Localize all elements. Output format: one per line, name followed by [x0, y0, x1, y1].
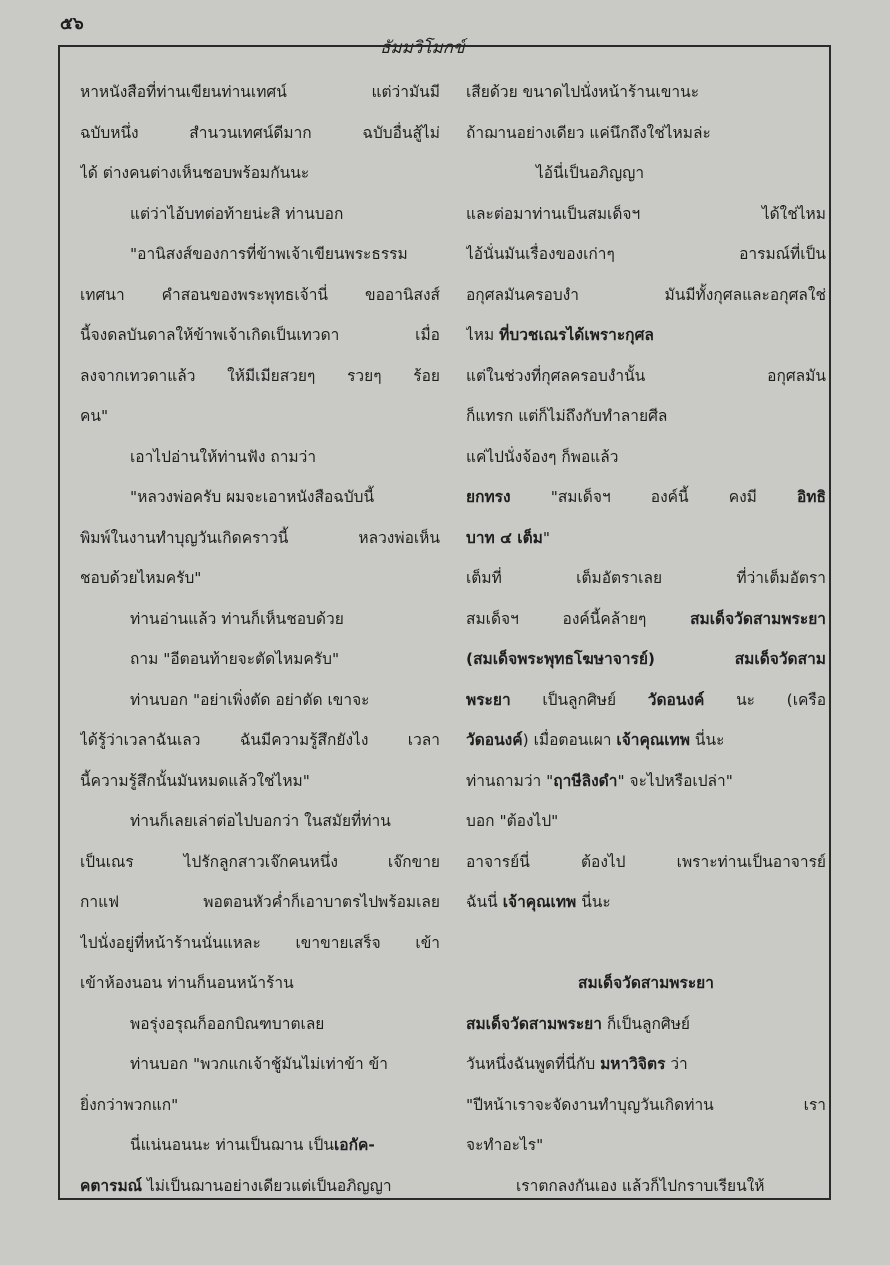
line-text: และต่อมาท่านเป็นสมเด็จฯ ได้ใช่ไหม: [466, 204, 826, 223]
bold-text: คตารมณ์: [80, 1176, 143, 1195]
text-line: [80, 194, 440, 235]
text-line: [80, 275, 440, 316]
line-text: " จะไปหรือเปล่า": [617, 771, 733, 790]
text-line: [466, 923, 826, 964]
line-text: ถาม "อีตอนท้ายจะตัดไหมครับ": [130, 650, 340, 668]
line-text: "หลวงพ่อครับ ผมจะเอาหนังสือฉบับนี้: [130, 488, 375, 506]
bold-text: ฤาษีลิงดำ: [553, 771, 618, 790]
line-text: วันหนึ่งฉันพูดที่นี่กับ: [466, 1055, 601, 1073]
line-text: อกุศลมันครอบงำ มันมีทั้งกุศลและอกุศลใช่: [466, 285, 826, 304]
text-line: [466, 639, 826, 680]
text-line: [80, 315, 440, 356]
line-text: เต็มที่ เต็มอัตราเลย ที่ว่าเต็มอัตรา: [466, 569, 826, 587]
line-text: ท่านก็เลยเล่าต่อไปบอกว่า ในสมัยที่ท่าน: [130, 812, 391, 830]
line-text: ": [542, 528, 551, 547]
text-line: [466, 194, 826, 235]
line-text: เสียด้วย ขนาดไปนั่งหน้าร้านเขานะ: [466, 83, 700, 101]
bold-text: สมเด็จวัดสามพระยา: [466, 1014, 602, 1033]
text-line: [80, 680, 440, 721]
line-text: นี่นะ: [689, 731, 725, 749]
text-line: [80, 437, 440, 478]
text-line: [466, 558, 826, 599]
text-line: [80, 153, 440, 194]
line-text: ไอ้นี่เป็นอภิญญา: [536, 164, 645, 182]
text-line: [80, 356, 440, 397]
text-line: [466, 680, 826, 721]
line-text: ยิ่งกว่าพวกแก": [80, 1095, 179, 1114]
bold-text: วัดอนงค์: [466, 731, 523, 749]
text-line: [80, 1044, 440, 1085]
text-line: [466, 882, 826, 923]
text-line: [80, 599, 440, 640]
line-text: พิมพ์ในงานทำบุญวันเกิดคราวนี้ หลวงพ่อเห็น: [80, 528, 440, 547]
line-text: แต่ในช่วงที่กุศลครอบงำนั้น อกุศลมัน: [466, 366, 826, 385]
line-text: "สมเด็จฯ องค์นี้ คงมี: [510, 488, 797, 506]
text-line: [80, 963, 440, 1004]
text-line: [80, 639, 440, 680]
text-line: [80, 720, 440, 761]
page-number: ๕๖: [60, 14, 84, 34]
line-text: พอรุ่งอรุณก็ออกบิณฑบาตเลย: [130, 1014, 325, 1033]
text-line: [466, 1166, 826, 1207]
line-text: ได้รู้ว่าเวลาฉันเลว ฉันมีความรู้สึกยังไง เวลา: [80, 731, 440, 749]
line-text: เข้าห้องนอน ท่านก็นอนหน้าร้าน: [80, 974, 294, 992]
text-line: [80, 842, 440, 883]
bold-text: วัดอนงค์: [647, 690, 705, 709]
text-line: [466, 720, 826, 761]
line-text: นี่แน่นอนนะ ท่านเป็นฌาน เป็น: [130, 1136, 334, 1154]
text-line: [80, 113, 440, 154]
line-text: ท่านถามว่า ": [466, 771, 554, 790]
line-text: เราตกลงกันเอง แล้วก็ไปกราบเรียนให้: [516, 1176, 765, 1195]
line-text: ได้ ต่างคนต่างเห็นชอบพร้อมกันนะ: [80, 164, 310, 182]
text-line: [80, 234, 440, 275]
text-line: [466, 356, 826, 397]
text-line: [466, 599, 826, 640]
line-text: ท่านอ่านแล้ว ท่านก็เห็นชอบด้วย: [130, 609, 344, 628]
line-text: หาหนังสือที่ท่านเขียนท่านเทศน์ แต่ว่ามันมี: [80, 83, 440, 101]
line-text: นี้จงดลบันดาลให้ข้าพเจ้าเกิดเป็นเทวดา เมื่อ: [80, 326, 440, 344]
line-text: ) เมื่อตอนเผา: [522, 731, 617, 749]
bold-text: พระยา: [466, 690, 511, 709]
text-line: [466, 1044, 826, 1085]
text-line: [80, 518, 440, 559]
text-line: [466, 72, 826, 113]
line-text: "ปีหน้าเราจะจัดงานทำบุญวันเกิดท่าน เรา: [466, 1095, 826, 1114]
bold-text: (สมเด็จพระพุทธโฆษาจารย์) สมเด็จวัดสาม: [466, 650, 826, 668]
line-text: เป็นเณร ไปรักลูกสาวเจ๊กคนหนึ่ง เจ๊กขาย: [80, 852, 440, 871]
bold-text: ยกทรง: [466, 488, 511, 506]
text-line: [466, 801, 826, 842]
bold-text: สมเด็จวัดสามพระยา: [690, 609, 826, 628]
running-header: ธัมมวิโมกข์: [380, 38, 465, 58]
text-line: [80, 1125, 440, 1166]
text-line: [80, 1004, 440, 1045]
bold-text: บาท ๔ เต็ม: [466, 528, 543, 547]
line-text: บอก "ต้องไป": [466, 812, 559, 830]
line-text: สมเด็จฯ องค์นี้คล้ายๆ: [466, 609, 691, 628]
text-line: [80, 1166, 440, 1207]
text-line: [80, 761, 440, 802]
line-text: เทศนา คำสอนของพระพุทธเจ้านี่ ขออานิสงส์: [80, 285, 440, 304]
line-text: นะ (เครือ: [704, 690, 826, 709]
left-column: [80, 72, 440, 1206]
text-line: [466, 275, 826, 316]
text-line: [466, 153, 826, 194]
line-text: ก็แทรก แต่ก็ไม่ถึงกับทำลายศีล: [466, 407, 668, 425]
line-text: นี้ความรู้สึกนั้นมันหมดแล้วใช่ไหม": [80, 771, 310, 790]
text-line: [80, 882, 440, 923]
text-line: [466, 234, 826, 275]
bold-text: เจ้าคุณเทพ: [502, 893, 577, 911]
line-text: ฉันนี่: [466, 893, 503, 911]
text-line: [80, 396, 440, 437]
bold-text: อิทธิ: [797, 488, 826, 506]
text-line: [466, 113, 826, 154]
line-text: ถ้าฌานอย่างเดียว แค่นึกถึงใช่ไหมล่ะ: [466, 123, 711, 142]
line-text: จะทำอะไร": [466, 1136, 544, 1154]
line-text: แต่ว่าไอ้บทต่อท้ายน่ะสิ ท่านบอก: [130, 204, 344, 223]
text-line: [80, 72, 440, 113]
text-line: [80, 801, 440, 842]
text-line: [466, 761, 826, 802]
line-text: ว่า: [665, 1055, 688, 1073]
line-text: คน": [80, 407, 109, 425]
text-line: [466, 842, 826, 883]
line-text: เอาไปอ่านให้ท่านฟัง ถามว่า: [130, 447, 317, 466]
line-text: ลงจากเทวดาแล้ว ให้มีเมียสวยๆ รวยๆ ร้อย: [80, 366, 440, 385]
text-line: [466, 963, 826, 1004]
line-text: ไหม: [466, 326, 500, 344]
text-line: [466, 1085, 826, 1126]
text-line: [466, 1125, 826, 1166]
line-text: เป็นลูกศิษย์: [510, 690, 648, 709]
line-text: ฉบับหนึ่ง สำนวนเทศน์ดีมาก ฉบับอื่นสู้ไม่: [80, 123, 440, 142]
bold-text: ที่บวชเณรได้เพราะกุศล: [499, 326, 654, 344]
line-text: นี่นะ: [576, 893, 611, 911]
bold-text: เอกัค-: [333, 1136, 375, 1154]
bold-text: มหาวิจิตร: [600, 1055, 666, 1073]
line-text: "อานิสงส์ของการที่ข้าพเจ้าเขียนพระธรรม: [130, 245, 408, 263]
text-line: [80, 1085, 440, 1126]
bold-text: สมเด็จวัดสามพระยา: [578, 974, 714, 992]
line-text: ท่านบอก "อย่าเพิ่งตัด อย่าตัด เขาจะ: [130, 690, 370, 709]
text-line: [466, 518, 826, 559]
line-text: แค่ไปนั่งจ้องๆ ก็พอแล้ว: [466, 447, 619, 466]
line-text: อาจารย์นี่ ต้องไป เพราะท่านเป็นอาจารย์: [466, 852, 826, 871]
line-text: ชอบด้วยไหมครับ": [80, 569, 202, 587]
right-column: [466, 72, 826, 1206]
text-line: [80, 923, 440, 964]
line-text: กาแฟ พอตอนหัวค่ำก็เอาบาตรไปพร้อมเลย: [80, 893, 440, 911]
line-text: ไปนั่งอยู่ที่หน้าร้านนั่นแหละ เขาขายเสร็จ เข้า: [80, 933, 440, 952]
text-line: [466, 477, 826, 518]
text-line: [466, 437, 826, 478]
line-text: ไอ้นั่นมันเรื่องของเก่าๆ อารมณ์ที่เป็น: [466, 245, 826, 263]
text-line: [466, 396, 826, 437]
line-text: ไม่เป็นฌานอย่างเดียวแต่เป็นอภิญญา: [142, 1176, 392, 1195]
text-line: [466, 315, 826, 356]
line-text: ท่านบอก "พวกแกเจ้าชู้มันไม่เท่าข้า ข้า: [130, 1055, 388, 1073]
bold-text: เจ้าคุณเทพ: [616, 731, 690, 749]
text-line: [80, 558, 440, 599]
text-line: [80, 477, 440, 518]
line-text: ก็เป็นลูกศิษย์: [601, 1014, 691, 1033]
text-line: [466, 1004, 826, 1045]
